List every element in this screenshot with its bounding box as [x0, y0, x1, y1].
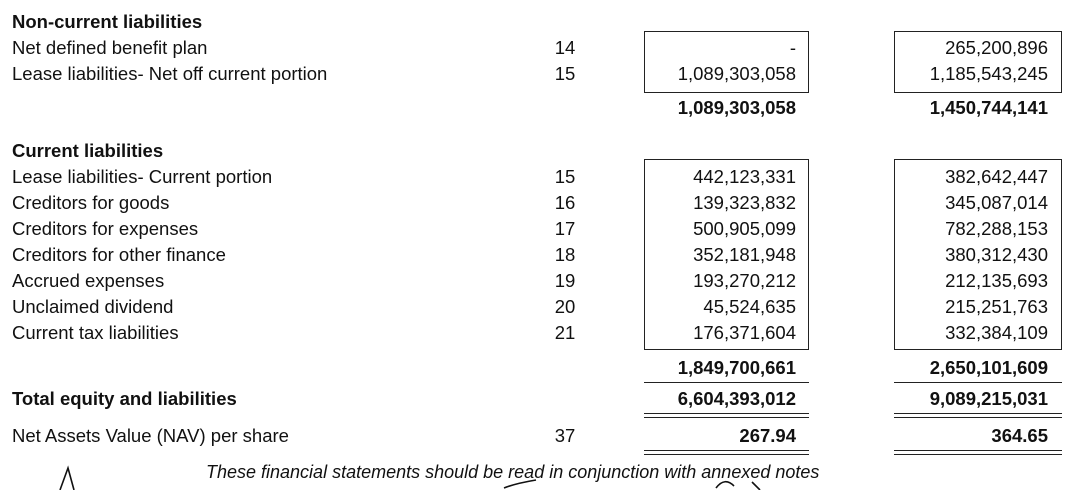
nav-note: 37 — [554, 425, 576, 446]
noncurrent-box-prior-year — [894, 31, 1062, 93]
nav-label: Net Assets Value (NAV) per share — [12, 425, 289, 446]
row-note: 15 — [554, 166, 576, 187]
row-note: 14 — [554, 37, 576, 58]
row-note: 19 — [554, 270, 576, 291]
row-label: Net defined benefit plan — [12, 37, 208, 58]
current-heading: Current liabilities — [12, 140, 164, 161]
row-label: Lease liabilities- Current portion — [12, 166, 273, 187]
row-value-prior-year: 1,185,543,245 — [929, 63, 1048, 84]
row-value-prior-year: 382,642,447 — [945, 166, 1048, 187]
total-current-year: 6,604,393,012 — [677, 388, 796, 409]
row-note: 17 — [554, 218, 576, 239]
row-value-prior-year: 332,384,109 — [945, 322, 1048, 343]
total-label: Total equity and liabilities — [12, 388, 237, 409]
total-prior-year: 9,089,215,031 — [929, 388, 1048, 409]
row-value-current-year: 176,371,604 — [693, 322, 796, 343]
total-rule-prior-year — [894, 382, 1062, 383]
row-label: Creditors for goods — [12, 192, 170, 213]
nav-prior-year: 364.65 — [991, 425, 1048, 446]
row-value-prior-year: 345,087,014 — [945, 192, 1048, 213]
nav-double-rule-current-year — [644, 450, 809, 455]
row-value-prior-year: 215,251,763 — [945, 296, 1048, 317]
current-subtotal-prior-year: 2,650,101,609 — [929, 357, 1048, 378]
signature-stroke-icon — [500, 478, 540, 490]
noncurrent-subtotal-current-year: 1,089,303,058 — [677, 97, 796, 118]
row-label: Current tax liabilities — [12, 322, 179, 343]
row-note: 15 — [554, 63, 576, 84]
row-value-prior-year: 212,135,693 — [945, 270, 1048, 291]
nav-current-year: 267.94 — [739, 425, 796, 446]
nav-double-rule-prior-year — [894, 450, 1062, 455]
row-note: 16 — [554, 192, 576, 213]
current-box-prior-year — [894, 159, 1062, 350]
row-note: 18 — [554, 244, 576, 265]
noncurrent-box-current-year — [644, 31, 809, 93]
row-value-current-year: 500,905,099 — [693, 218, 796, 239]
row-value-prior-year: 380,312,430 — [945, 244, 1048, 265]
row-label: Accrued expenses — [12, 270, 165, 291]
row-value-current-year: 193,270,212 — [693, 270, 796, 291]
row-label: Creditors for expenses — [12, 218, 199, 239]
row-value-current-year: 1,089,303,058 — [677, 63, 796, 84]
row-note: 20 — [554, 296, 576, 317]
signature-stroke-icon — [712, 476, 772, 490]
total-double-rule-prior-year — [894, 413, 1062, 418]
footnote: These financial statements should be read in conjunction with annexed notes — [206, 462, 820, 482]
row-label: Lease liabilities- Net off current portion — [12, 63, 328, 84]
row-label: Creditors for other finance — [12, 244, 226, 265]
row-value-current-year: 352,181,948 — [693, 244, 796, 265]
current-subtotal-current-year: 1,849,700,661 — [677, 357, 796, 378]
current-box-current-year — [644, 159, 809, 350]
row-note: 21 — [554, 322, 576, 343]
row-value-current-year: 442,123,331 — [693, 166, 796, 187]
row-value-current-year: 139,323,832 — [693, 192, 796, 213]
total-double-rule-current-year — [644, 413, 809, 418]
noncurrent-subtotal-prior-year: 1,450,744,141 — [929, 97, 1048, 118]
row-value-prior-year: 782,288,153 — [945, 218, 1048, 239]
noncurrent-heading: Non-current liabilities — [12, 11, 203, 32]
row-value-current-year: - — [789, 37, 796, 58]
row-value-current-year: 45,524,635 — [703, 296, 796, 317]
total-rule-current-year — [644, 382, 809, 383]
signature-mark-icon — [56, 464, 80, 490]
row-value-prior-year: 265,200,896 — [945, 37, 1048, 58]
row-label: Unclaimed dividend — [12, 296, 174, 317]
